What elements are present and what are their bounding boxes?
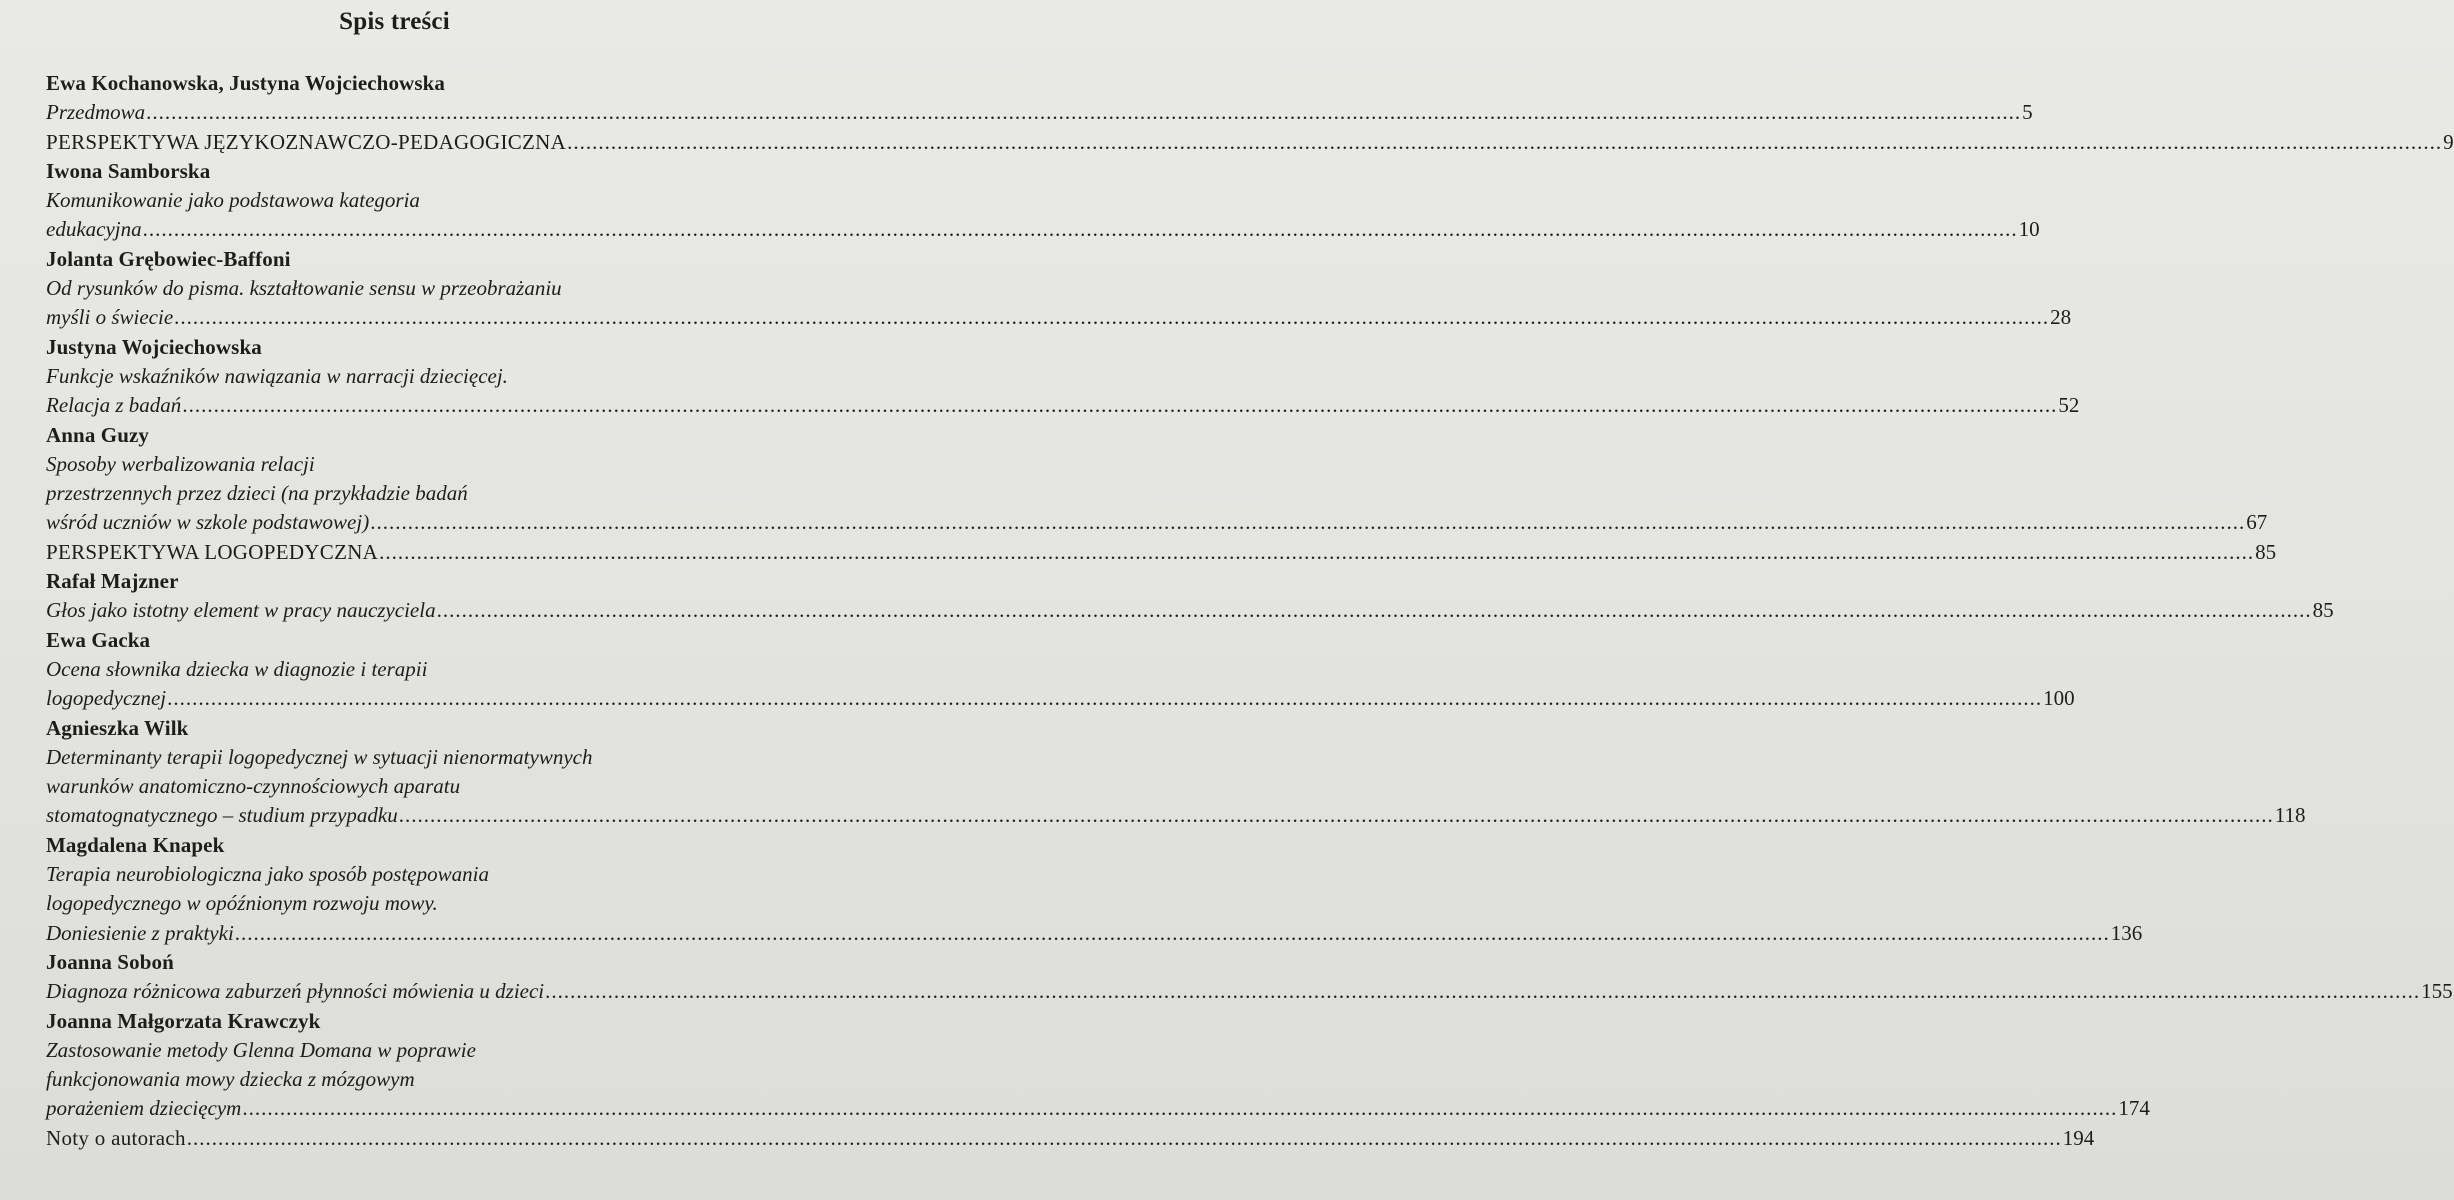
dot-leader: ............................................................................................................................................................................................................................................................................................................	[398, 803, 2274, 828]
author-name: Iwona Samborska	[46, 158, 211, 183]
chapter-title-line	[46, 303, 2072, 332]
entry-text: Doniesienie z praktyki	[46, 920, 234, 945]
dot-leader: ............................................................................................................................................................................................................................................................................................................	[370, 510, 2246, 535]
author-name: Agnieszka Wilk	[46, 715, 189, 740]
entry-text: PERSPEKTYWA LOGOPEDYCZNA	[46, 539, 379, 564]
page-number: 9	[2443, 129, 2454, 154]
chapter-title-line: Funkcje wskaźników nawiązania w narracji dziecięcej.	[46, 363, 508, 388]
author-name: Anna Guzy	[46, 422, 150, 447]
section-heading	[46, 128, 2454, 157]
page-number: 136	[2110, 920, 2143, 945]
section-heading	[46, 538, 2277, 567]
page-title: Spis treści	[339, 8, 450, 35]
author-name: Ewa Kochanowska, Justyna Wojciechowska	[46, 71, 445, 95]
entry-text: logopedycznej	[46, 686, 167, 711]
chapter-title-line	[46, 98, 2033, 127]
dot-leader: ............................................................................................................................................................................................................................................................................................................	[234, 920, 2110, 945]
entry-text: porażeniem dziecięcym	[46, 1096, 242, 1121]
chapter-title-line: Zastosowanie metody Glenna Domana w poprawie	[46, 1037, 476, 1062]
chapter-title-line	[46, 596, 2334, 625]
page-number: 67	[2246, 510, 2268, 535]
chapter-title-line	[46, 1094, 2150, 1123]
author-name: Justyna Wojciechowska	[46, 334, 262, 359]
entry-text: Noty o autorach	[46, 1125, 186, 1150]
dot-leader: ............................................................................................................................................................................................................................................................................................................	[436, 598, 2312, 623]
chapter-title-line: Sposoby werbalizowania relacji	[46, 451, 315, 476]
entry-text: Głos jako istotny element w pracy nauczyciela	[46, 598, 436, 623]
author-name: Magdalena Knapek	[46, 832, 225, 857]
page-number: 28	[2050, 305, 2072, 330]
dot-leader: ............................................................................................................................................................................................................................................................................................................	[545, 979, 2421, 1004]
dot-leader: ............................................................................................................................................................................................................................................................................................................	[242, 1096, 2118, 1121]
chapter-title-line	[46, 215, 2040, 244]
chapter-title-line: przestrzennych przez dzieci (na przykładzie badań	[46, 481, 468, 506]
entry-text: Przedmowa	[46, 100, 146, 125]
author-name: Joanna Soboń	[46, 949, 174, 974]
chapter-title-line: Komunikowanie jako podstawowa kategoria	[46, 188, 420, 213]
chapter-title-line: logopedycznego w opóźnionym rozwoju mowy.	[46, 891, 438, 916]
page-number: 194	[2062, 1125, 2095, 1150]
chapter-title-line: Terapia neurobiologiczna jako sposób postępowania	[46, 862, 489, 887]
entry-text: edukacyjna	[46, 217, 142, 242]
dot-leader: ............................................................................................................................................................................................................................................................................................................	[142, 217, 2018, 242]
section-heading	[46, 1124, 2095, 1153]
chapter-title-line	[46, 391, 2080, 420]
entry-text: myśli o świecie	[46, 305, 174, 330]
author-name: Jolanta Grębowiec-Baffoni	[46, 246, 291, 271]
table-of-contents	[46, 69, 2454, 1153]
entry-text: wśród uczniów w szkole podstawowej)	[46, 510, 370, 535]
chapter-title-line: Od rysunków do pisma. kształtowanie sensu w przeobrażaniu	[46, 276, 562, 301]
page-number: 100	[2043, 686, 2075, 711]
page-number: 52	[2058, 393, 2080, 418]
chapter-title-line: warunków anatomiczno-czynnościowych aparatu	[46, 774, 461, 799]
chapter-title-line: funkcjonowania mowy dziecka z mózgowym	[46, 1067, 415, 1092]
entry-text: Relacja z badań	[46, 393, 182, 418]
dot-leader: ............................................................................................................................................................................................................................................................................................................	[186, 1125, 2062, 1150]
author-name: Ewa Gacka	[46, 627, 151, 652]
author-name: Rafał Majzner	[46, 569, 179, 594]
chapter-title-line	[46, 919, 2143, 948]
entry-text: stomatognatycznego – studium przypadku	[46, 803, 398, 828]
chapter-title-line	[46, 801, 2306, 830]
page-number: 174	[2118, 1096, 2150, 1121]
page-number: 85	[2255, 539, 2277, 564]
dot-leader: ............................................................................................................................................................................................................................................................................................................	[167, 686, 2043, 711]
page-number: 10	[2018, 217, 2040, 242]
dot-leader: ............................................................................................................................................................................................................................................................................................................	[567, 129, 2443, 154]
page-number: 118	[2274, 803, 2306, 828]
dot-leader: ............................................................................................................................................................................................................................................................................................................	[174, 305, 2050, 330]
entry-text: PERSPEKTYWA JĘZYKOZNAWCZO-PEDAGOGICZNA	[46, 129, 567, 154]
dot-leader: ............................................................................................................................................................................................................................................................................................................	[379, 539, 2255, 564]
dot-leader: ............................................................................................................................................................................................................................................................................................................	[182, 393, 2058, 418]
page-number: 155	[2421, 979, 2453, 1004]
page-number: 85	[2312, 598, 2334, 623]
chapter-title-line: Determinanty terapii logopedycznej w sytuacji nienormatywnych	[46, 744, 593, 769]
chapter-title-line	[46, 684, 2075, 713]
chapter-title-line	[46, 508, 2268, 537]
chapter-title-line: Ocena słownika dziecka w diagnozie i terapii	[46, 656, 428, 681]
page-number: 5	[2022, 100, 2033, 125]
entry-text: Diagnoza różnicowa zaburzeń płynności mówienia u dzieci	[46, 979, 545, 1004]
chapter-title-line	[46, 977, 2453, 1006]
dot-leader: ............................................................................................................................................................................................................................................................................................................	[146, 100, 2022, 125]
author-name: Joanna Małgorzata Krawczyk	[46, 1008, 321, 1033]
